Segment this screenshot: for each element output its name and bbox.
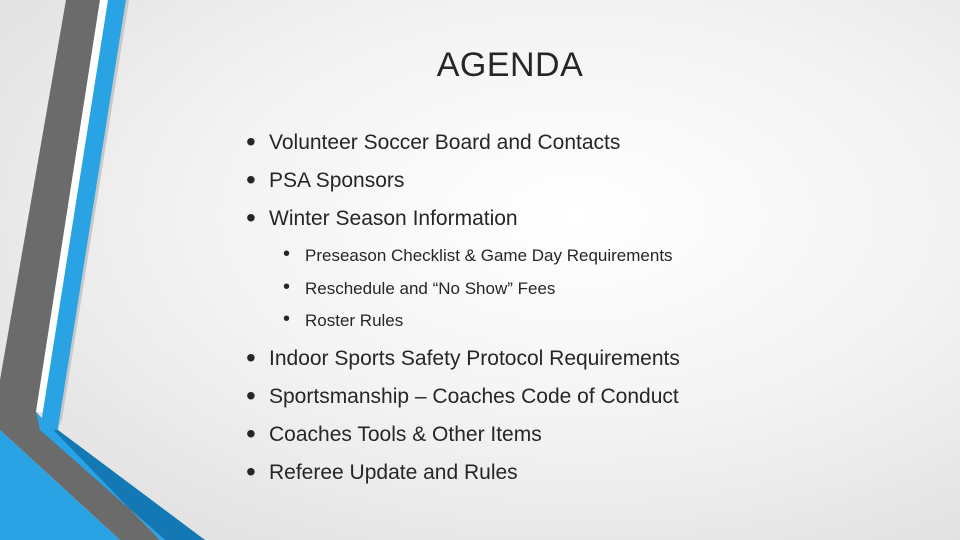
list-item [246,200,926,238]
bullet-icon: • [246,164,256,195]
list-item [246,162,926,200]
sub-list-item [246,240,926,273]
sub-bullet-icon: • [283,243,291,265]
sub-list-item-label: Reschedule and “No Show” Fees [305,278,556,298]
list-item-label: Volunteer Soccer Board and Contacts [269,131,621,154]
list-item-label: Coaches Tools & Other Items [269,422,542,446]
list-item [246,340,926,378]
list-item [246,378,926,416]
bullet-icon: • [246,417,256,449]
agenda-list [246,124,926,492]
sub-list-item-label: Preseason Checklist & Game Day Requirements [305,246,673,265]
bullet-icon: • [246,341,256,373]
slide-title: AGENDA [436,46,584,84]
bullet-icon: • [246,379,256,411]
sub-bullet-icon: • [283,275,291,298]
list-item [246,454,926,492]
list-item-label: Referee Update and Rules [269,460,518,484]
bullet-icon: • [246,202,256,233]
list-item-label: Sportsmanship – Coaches Code of Conduct [269,384,679,408]
sub-list-item [246,273,926,306]
sub-list [246,240,926,338]
bullet-icon: • [246,126,256,157]
list-item [246,416,926,454]
list-item [246,124,926,162]
bullet-icon: • [246,455,256,487]
sub-list-item-label: Roster Rules [305,311,404,330]
sub-list-item [246,305,926,338]
sub-bullet-icon: • [283,308,291,330]
list-item-label: PSA Sponsors [269,169,405,192]
list-item-label: Indoor Sports Safety Protocol Requirements [269,346,680,370]
list-item-label: Winter Season Information [269,207,518,230]
